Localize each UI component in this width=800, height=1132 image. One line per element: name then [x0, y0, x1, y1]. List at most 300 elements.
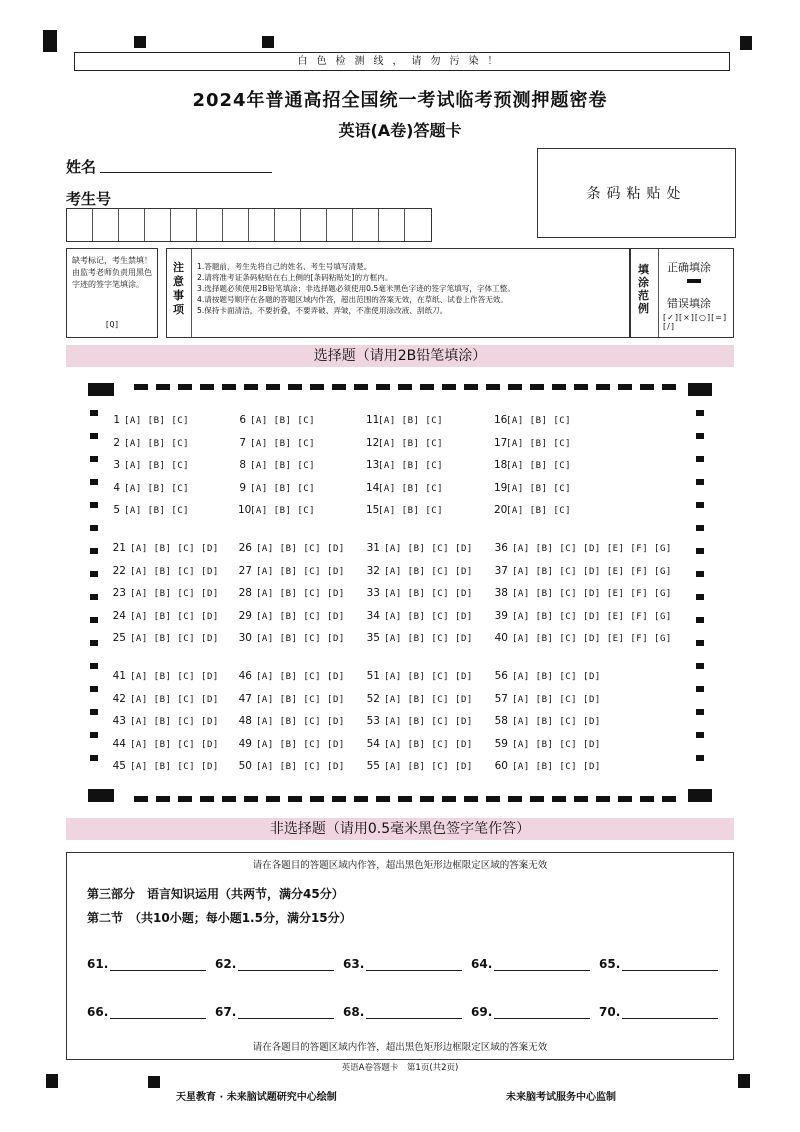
- timing-dash: [354, 796, 368, 802]
- answer-options[interactable]: [A] [B] [C] [D]: [256, 717, 345, 727]
- timing-dash: [696, 571, 704, 577]
- timing-dash: [376, 384, 390, 390]
- timing-dash: [574, 796, 588, 802]
- question-number: 13: [366, 459, 380, 471]
- timing-dash: [156, 796, 170, 802]
- answer-options[interactable]: [A] [B] [C]: [250, 506, 316, 516]
- question-row[interactable]: [112, 587, 219, 599]
- absent-mark-box: [66, 248, 158, 338]
- question-number: 24: [112, 609, 126, 622]
- answer-options[interactable]: [A] [B] [C] [D]: [512, 694, 601, 705]
- answer-options[interactable]: [A] [B] [C]: [506, 483, 572, 494]
- timing-dash: [508, 384, 522, 390]
- question-row[interactable]: [112, 632, 219, 644]
- registration-mark: [740, 36, 752, 50]
- timing-dash: [640, 796, 654, 802]
- answer-options[interactable]: [A] [B] [C]: [124, 438, 190, 449]
- question-row[interactable]: [494, 715, 601, 727]
- question-number: 56: [494, 670, 508, 682]
- question-number: 5: [113, 504, 120, 516]
- registration-mark: [262, 36, 274, 48]
- question-row[interactable]: [238, 542, 345, 554]
- timing-dash: [696, 410, 704, 416]
- answer-options[interactable]: [A] [B] [C]: [378, 416, 444, 426]
- timing-dash: [696, 663, 704, 669]
- question-number: 21: [112, 542, 126, 554]
- timing-dash: [696, 548, 704, 554]
- question-row[interactable]: [494, 565, 672, 577]
- answer-options[interactable]: [A] [B] [C] [D]: [130, 672, 219, 682]
- answer-options[interactable]: [A] [B] [C] [D]: [512, 717, 601, 727]
- question-number: 6: [239, 414, 246, 426]
- question-number: 29: [238, 609, 252, 622]
- question-number: 55: [366, 760, 380, 772]
- question-row[interactable]: [238, 459, 315, 471]
- timing-dash: [134, 796, 148, 802]
- answer-options[interactable]: [A] [B] [C] [D] [E] [F] [G]: [512, 589, 672, 599]
- question-row[interactable]: [112, 738, 219, 750]
- question-number: 45: [112, 760, 126, 772]
- timing-dash: [696, 456, 704, 462]
- answer-options[interactable]: [A] [B] [C]: [250, 438, 316, 449]
- answer-options[interactable]: [A] [B] [C]: [506, 461, 572, 471]
- answer-options[interactable]: [A] [B] [C] [D] [E] [F] [G]: [512, 566, 672, 577]
- timing-dash: [90, 617, 98, 623]
- absent-note: 缺考标记，考生禁填！由监考老师负责用黑色字迹的签字笔填涂。: [72, 256, 152, 289]
- answer-options[interactable]: [A] [B] [C]: [124, 506, 190, 516]
- blank-67[interactable]: 67.: [215, 1005, 334, 1019]
- registration-mark: [134, 36, 146, 48]
- answer-options[interactable]: [A] [B] [C] [D]: [384, 694, 473, 705]
- question-number: 40: [494, 632, 508, 644]
- answer-options[interactable]: [A] [B] [C] [D]: [130, 611, 219, 622]
- question-number: 14: [366, 481, 380, 494]
- notice-line: 4.请按题号顺序在各题的答题区域内作答，超出范围的答案无效，在草纸、试卷上作答无效。: [197, 295, 508, 304]
- answer-options[interactable]: [A] [B] [C]: [506, 416, 572, 426]
- answer-options[interactable]: [A] [B] [C]: [378, 483, 444, 494]
- question-number: 48: [238, 715, 252, 727]
- timing-dash: [90, 594, 98, 600]
- choice-section-banner: 选择题（请用2B铅笔填涂）: [66, 345, 734, 367]
- question-number: 53: [366, 715, 380, 727]
- question-row[interactable]: [238, 610, 345, 622]
- blank-63[interactable]: 63.: [343, 957, 462, 971]
- answer-options[interactable]: [A] [B] [C] [D]: [384, 544, 473, 554]
- timing-dash: [266, 796, 280, 802]
- question-number: 26: [238, 542, 252, 554]
- answer-options[interactable]: [A] [B] [C] [D]: [256, 611, 345, 622]
- question-row[interactable]: [238, 693, 345, 705]
- answer-options[interactable]: [A] [B] [C] [D]: [130, 634, 219, 644]
- question-number: 30: [238, 632, 252, 644]
- timing-dash: [696, 594, 704, 600]
- question-number: 19: [494, 481, 508, 494]
- timing-dash: [486, 384, 500, 390]
- answer-options[interactable]: [A] [B] [C]: [506, 438, 572, 449]
- section-part-title: 第三部分 语言知识运用（共两节，满分45分）: [87, 887, 344, 901]
- timing-dash: [618, 384, 632, 390]
- timing-dash: [90, 732, 98, 738]
- timing-dash-top: [134, 384, 684, 390]
- blank-70[interactable]: 70.: [599, 1005, 718, 1019]
- question-number: 60: [494, 760, 508, 772]
- timing-dash: [696, 525, 704, 531]
- wrong-fill-marks: [✓][×][○][=][/]: [663, 313, 728, 331]
- timing-dash: [90, 479, 98, 485]
- question-row[interactable]: [494, 760, 601, 772]
- area-warning-bottom: 请在各题目的答题区域内作答，超出黑色矩形边框限定区域的答案无效: [252, 1042, 548, 1053]
- name-label: 姓名: [66, 158, 97, 176]
- timing-dash: [90, 433, 98, 439]
- timing-dash: [696, 502, 704, 508]
- question-row[interactable]: [494, 693, 601, 705]
- question-number: 57: [494, 692, 508, 705]
- answer-options[interactable]: [A] [B] [C] [D]: [256, 566, 345, 577]
- answer-options[interactable]: [A] [B] [C] [D]: [130, 694, 219, 705]
- question-row[interactable]: [494, 504, 571, 516]
- timing-dash: [156, 384, 170, 390]
- question-row[interactable]: [112, 760, 219, 772]
- question-row[interactable]: [238, 632, 345, 644]
- blank-64[interactable]: 64.: [471, 957, 590, 971]
- question-row[interactable]: [366, 632, 473, 644]
- timing-dash: [464, 796, 478, 802]
- question-number: 27: [238, 564, 252, 577]
- timing-dash: [90, 571, 98, 577]
- answer-options[interactable]: [A] [B] [C] [D]: [384, 566, 473, 577]
- barcode-area: 条码粘贴处: [537, 148, 736, 238]
- question-number: 4: [113, 481, 120, 494]
- answer-options[interactable]: [A] [B] [C] [D]: [384, 739, 473, 750]
- question-row[interactable]: [238, 504, 315, 516]
- timing-dash: [90, 525, 98, 531]
- timing-dash-left: [90, 410, 98, 780]
- answer-options[interactable]: [A] [B] [C]: [378, 438, 444, 449]
- question-row[interactable]: [366, 437, 443, 449]
- answer-options[interactable]: [A] [B] [C] [D] [E] [F] [G]: [512, 611, 672, 622]
- timing-dash: [398, 796, 412, 802]
- registration-mark: [738, 1074, 750, 1088]
- question-number: 35: [366, 632, 380, 644]
- question-row[interactable]: [112, 693, 219, 705]
- question-row[interactable]: [112, 414, 189, 426]
- question-number: 15: [366, 504, 380, 516]
- answer-options[interactable]: [A] [B] [C] [D]: [256, 634, 345, 644]
- question-row[interactable]: [494, 670, 601, 682]
- answer-options[interactable]: [A] [B] [C] [D]: [512, 739, 601, 750]
- answer-options[interactable]: [A] [B] [C] [D]: [130, 544, 219, 554]
- answer-options[interactable]: [A] [B] [C]: [506, 506, 572, 516]
- timing-dash: [486, 796, 500, 802]
- question-number: 47: [238, 692, 252, 705]
- timing-dash: [696, 709, 704, 715]
- correct-fill-mark: [687, 279, 701, 283]
- timing-dash: [552, 384, 566, 390]
- timing-dash: [90, 686, 98, 692]
- question-number: 7: [239, 436, 246, 449]
- question-row[interactable]: [112, 459, 189, 471]
- question-row[interactable]: [366, 565, 473, 577]
- timing-dash: [90, 663, 98, 669]
- question-number: 58: [494, 715, 508, 727]
- blank-61[interactable]: 61.: [87, 957, 206, 971]
- timing-dash: [696, 755, 704, 761]
- question-number: 32: [366, 564, 380, 577]
- question-row[interactable]: [238, 738, 345, 750]
- answer-options[interactable]: [A] [B] [C] [D]: [130, 589, 219, 599]
- question-number: 38: [494, 587, 508, 599]
- question-row[interactable]: [366, 459, 443, 471]
- answer-options[interactable]: [A] [B] [C]: [250, 483, 316, 494]
- timing-dash: [266, 384, 280, 390]
- timing-dash: [574, 384, 588, 390]
- question-row[interactable]: [494, 738, 601, 750]
- timing-dash: [178, 384, 192, 390]
- question-number: 31: [366, 542, 380, 554]
- timing-dash: [90, 755, 98, 761]
- question-number: 20: [494, 504, 508, 516]
- timing-dash: [508, 796, 522, 802]
- timing-dash: [178, 796, 192, 802]
- question-row[interactable]: [494, 610, 672, 622]
- student-id-grid[interactable]: [66, 208, 432, 242]
- timing-dash: [288, 384, 302, 390]
- answer-options[interactable]: [A] [B] [C] [D]: [130, 717, 219, 727]
- question-number: 17: [494, 436, 508, 449]
- question-number: 33: [366, 587, 380, 599]
- question-number: 18: [494, 459, 508, 471]
- notice-line: 2.请将准考证条码粘贴在右上侧的[条码粘贴处]的方框内。: [197, 273, 393, 282]
- question-number: 49: [238, 737, 252, 750]
- timing-dash: [696, 686, 704, 692]
- timing-dash: [134, 384, 148, 390]
- timing-dash-bottom: [134, 796, 684, 802]
- question-row[interactable]: [112, 610, 219, 622]
- answer-options[interactable]: [A] [B] [C] [D]: [384, 611, 473, 622]
- timing-mark: [688, 789, 712, 802]
- answer-options[interactable]: [A] [B] [C] [D]: [130, 739, 219, 750]
- question-number: 2: [113, 436, 120, 449]
- timing-dash: [354, 384, 368, 390]
- question-number: 44: [112, 737, 126, 750]
- question-row[interactable]: [238, 715, 345, 727]
- question-number: 16: [494, 414, 508, 426]
- registration-mark: [148, 1076, 160, 1088]
- question-row[interactable]: [238, 414, 315, 426]
- answer-options[interactable]: [A] [B] [C] [D]: [256, 762, 345, 772]
- timing-dash: [90, 456, 98, 462]
- timing-dash: [696, 479, 704, 485]
- registration-mark: [46, 1074, 58, 1088]
- answer-options[interactable]: [A] [B] [C]: [124, 416, 190, 426]
- timing-dash: [200, 796, 214, 802]
- question-number: 59: [494, 737, 508, 750]
- timing-dash: [420, 796, 434, 802]
- timing-dash: [552, 796, 566, 802]
- notice-line: 1.答题前，考生先将自己的姓名、考生号填写清楚。: [197, 262, 372, 271]
- footer-right: 未来脑考试服务中心监制: [506, 1092, 616, 1103]
- question-row[interactable]: [494, 459, 571, 471]
- answer-options[interactable]: [A] [B] [C] [D]: [256, 589, 345, 599]
- timing-dash: [310, 796, 324, 802]
- question-row[interactable]: [366, 670, 473, 682]
- answer-options[interactable]: [A] [B] [C]: [250, 416, 316, 426]
- page-footer: 英语A卷答题卡 第1页(共2页): [341, 1063, 459, 1073]
- timing-dash: [376, 796, 390, 802]
- timing-dash: [696, 732, 704, 738]
- name-field[interactable]: [100, 172, 272, 173]
- card-subtitle: 英语(A卷)答题卡: [338, 121, 462, 140]
- question-number: 46: [238, 670, 252, 682]
- question-row[interactable]: [112, 715, 219, 727]
- timing-dash: [90, 640, 98, 646]
- timing-dash: [398, 384, 412, 390]
- answer-options[interactable]: [A] [B] [C] [D]: [512, 762, 601, 772]
- notice-list: [197, 261, 515, 316]
- question-row[interactable]: [238, 760, 345, 772]
- notice-line: 5.保持卡面清洁，不要折叠，不要弄破、弄皱，不准使用涂改液、刮纸刀。: [197, 306, 448, 315]
- answer-options[interactable]: [A] [B] [C] [D]: [512, 672, 601, 682]
- question-number: 10: [238, 504, 252, 516]
- question-row[interactable]: [112, 542, 219, 554]
- question-row[interactable]: [112, 437, 189, 449]
- question-row[interactable]: [494, 482, 571, 494]
- answer-options[interactable]: [A] [B] [C] [D] [E] [F] [G]: [512, 544, 672, 554]
- answer-options[interactable]: [A] [B] [C]: [378, 461, 444, 471]
- answer-options[interactable]: [A] [B] [C]: [378, 506, 444, 516]
- question-row[interactable]: [112, 482, 189, 494]
- blank-62[interactable]: 62.: [215, 957, 334, 971]
- question-row[interactable]: [366, 414, 443, 426]
- exam-title: 2024年普通高招全国统一考试临考预测押题密卷: [192, 90, 608, 111]
- answer-options[interactable]: [A] [B] [C] [D]: [130, 566, 219, 577]
- timing-dash: [696, 640, 704, 646]
- question-row[interactable]: [238, 565, 345, 577]
- timing-dash: [222, 384, 236, 390]
- question-number: 43: [112, 715, 126, 727]
- fill-example-heading: 填涂范例: [638, 263, 649, 315]
- question-row[interactable]: [494, 587, 672, 599]
- question-row[interactable]: [112, 670, 219, 682]
- question-row[interactable]: [366, 610, 473, 622]
- answer-options[interactable]: [A] [B] [C] [D]: [384, 762, 473, 772]
- question-number: 1: [113, 414, 120, 426]
- timing-dash: [222, 796, 236, 802]
- nonchoice-section-banner: 非选择题（请用0.5毫米黑色签字笔作答）: [66, 818, 734, 840]
- timing-dash: [420, 384, 434, 390]
- question-number: 41: [112, 670, 126, 682]
- answer-frame: [66, 852, 734, 1060]
- question-number: 37: [494, 564, 508, 577]
- timing-dash: [90, 502, 98, 508]
- question-row[interactable]: [494, 632, 672, 644]
- answer-options[interactable]: [A] [B] [C]: [124, 483, 190, 494]
- timing-dash: [530, 384, 544, 390]
- question-number: 23: [112, 587, 126, 599]
- timing-dash: [662, 384, 676, 390]
- question-number: 34: [366, 609, 380, 622]
- timing-dash: [200, 384, 214, 390]
- answer-options[interactable]: [A] [B] [C]: [124, 461, 190, 471]
- question-row[interactable]: [366, 738, 473, 750]
- question-number: 9: [239, 481, 246, 494]
- section-sub-title: 第二节 （共10小题；每小题1.5分，满分15分）: [87, 911, 352, 925]
- question-number: 11: [366, 414, 380, 426]
- timing-dash: [662, 796, 676, 802]
- answer-options[interactable]: [A] [B] [C] [D]: [256, 739, 345, 750]
- question-number: 39: [494, 609, 508, 622]
- question-row[interactable]: [366, 715, 473, 727]
- question-row[interactable]: [366, 760, 473, 772]
- student-id-label: 考生号: [66, 190, 112, 208]
- notice-line: 3.选择题必须使用2B铅笔填涂；非选择题必须使用0.5毫米黑色字迹的签字笔填写，字体工整。: [197, 284, 515, 293]
- question-row[interactable]: [366, 482, 443, 494]
- timing-dash: [244, 796, 258, 802]
- question-row[interactable]: [366, 587, 473, 599]
- timing-dash: [640, 384, 654, 390]
- timing-dash: [332, 796, 346, 802]
- blank-69[interactable]: 69.: [471, 1005, 590, 1019]
- question-number: 51: [366, 670, 380, 682]
- answer-options[interactable]: [A] [B] [C] [D]: [256, 544, 345, 554]
- timing-dash: [442, 796, 456, 802]
- area-warning-top: 请在各题目的答题区域内作答，超出黑色矩形边框限定区域的答案无效: [252, 860, 548, 871]
- question-row[interactable]: [494, 437, 571, 449]
- question-number: 3: [113, 459, 120, 471]
- absent-checkbox[interactable]: [Q]: [104, 320, 120, 329]
- question-row[interactable]: [112, 504, 189, 516]
- question-row[interactable]: [366, 542, 473, 554]
- answer-options[interactable]: [A] [B] [C] [D]: [256, 694, 345, 705]
- question-number: 42: [112, 692, 126, 705]
- answer-options[interactable]: [A] [B] [C]: [250, 461, 316, 471]
- timing-dash: [596, 384, 610, 390]
- timing-dash: [332, 384, 346, 390]
- question-row[interactable]: [238, 437, 315, 449]
- notice-heading: 注意事项: [173, 261, 184, 316]
- timing-dash: [90, 410, 98, 416]
- timing-dash: [618, 796, 632, 802]
- timing-mark: [88, 383, 114, 396]
- blank-65[interactable]: 65.: [599, 957, 718, 971]
- answer-options[interactable]: [A] [B] [C] [D]: [130, 762, 219, 772]
- answer-options[interactable]: [A] [B] [C] [D]: [384, 634, 473, 644]
- blank-66[interactable]: 66.: [87, 1005, 206, 1019]
- question-row[interactable]: [366, 693, 473, 705]
- answer-options[interactable]: [A] [B] [C] [D] [E] [F] [G]: [512, 634, 672, 644]
- timing-dash: [90, 709, 98, 715]
- question-number: 50: [238, 760, 252, 772]
- answer-options[interactable]: [A] [B] [C] [D]: [384, 589, 473, 599]
- question-row[interactable]: [238, 482, 315, 494]
- question-number: 54: [366, 737, 380, 750]
- question-row[interactable]: [238, 670, 345, 682]
- fill-example-box: [630, 248, 734, 338]
- answer-options[interactable]: [A] [B] [C] [D]: [384, 672, 473, 682]
- timing-dash: [90, 548, 98, 554]
- question-row[interactable]: [494, 542, 672, 554]
- question-number: 52: [366, 692, 380, 705]
- question-row[interactable]: [494, 414, 571, 426]
- question-row[interactable]: [112, 565, 219, 577]
- wrong-fill-label: 错误填涂: [667, 297, 711, 310]
- answer-options[interactable]: [A] [B] [C] [D]: [384, 717, 473, 727]
- answer-options[interactable]: [A] [B] [C] [D]: [256, 672, 345, 682]
- question-row[interactable]: [238, 587, 345, 599]
- question-row[interactable]: [366, 504, 443, 516]
- blank-68[interactable]: 68.: [343, 1005, 462, 1019]
- timing-dash: [530, 796, 544, 802]
